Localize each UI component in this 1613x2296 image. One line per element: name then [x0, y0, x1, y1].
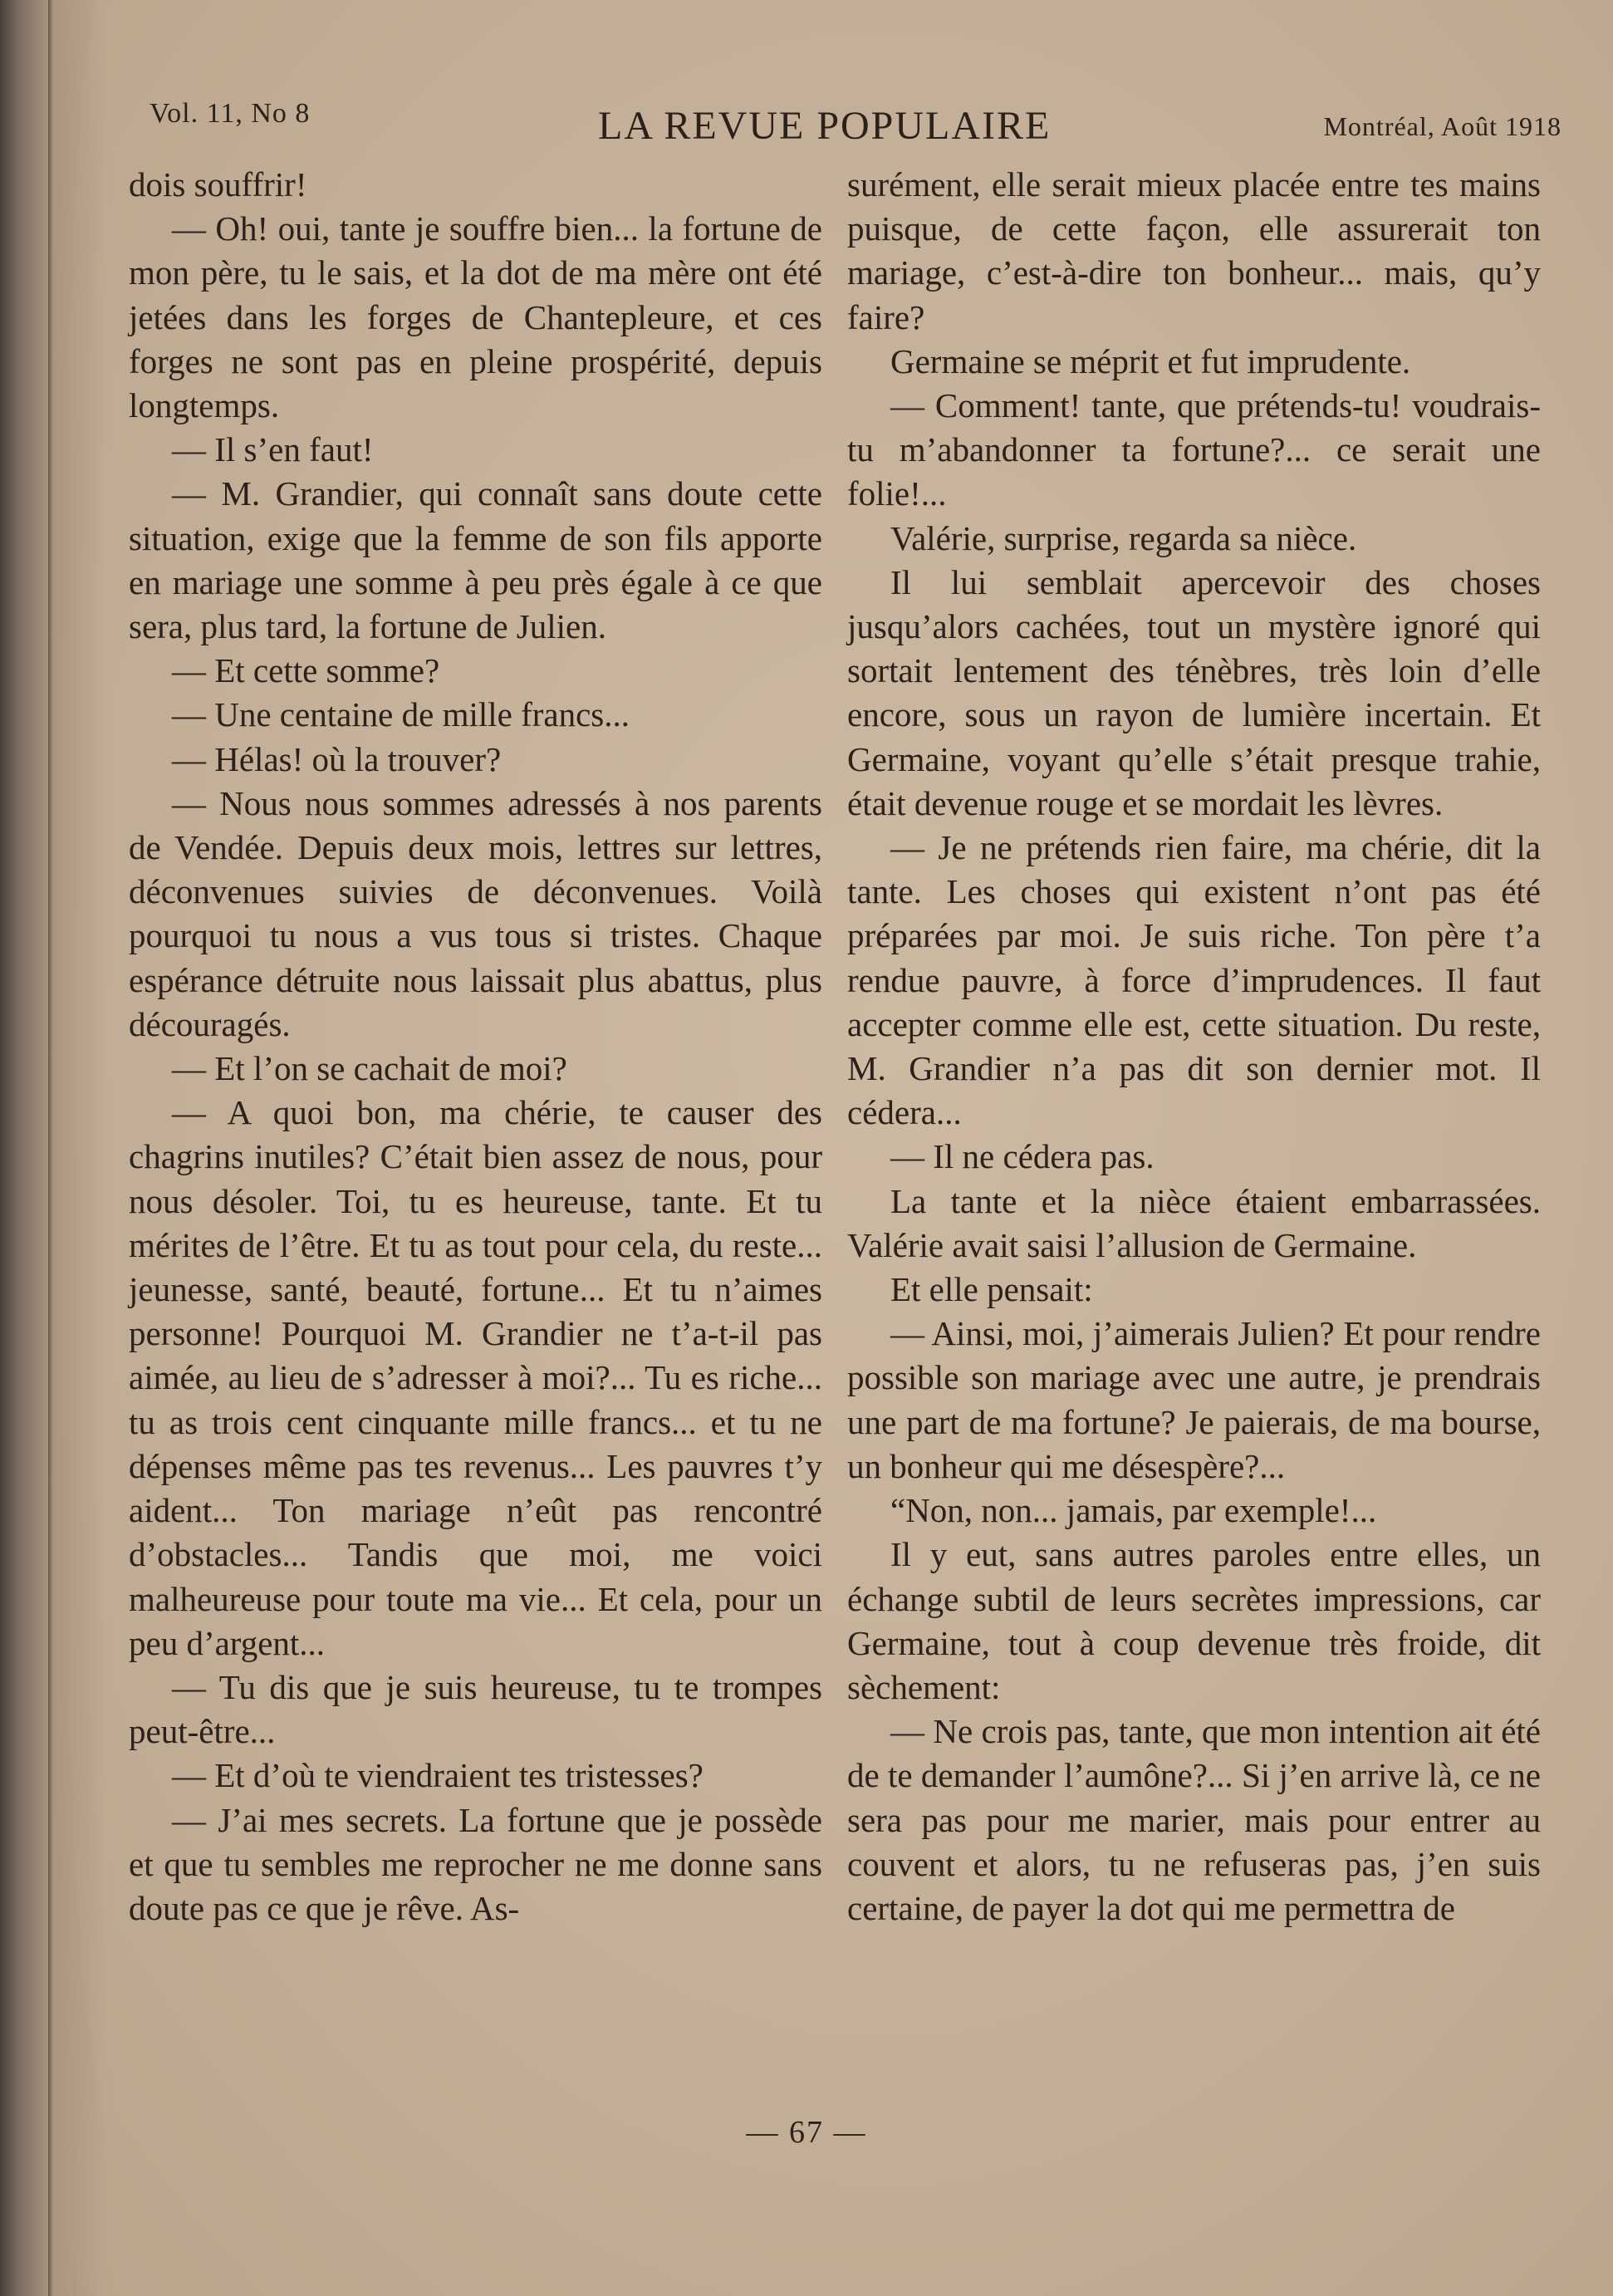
running-header	[150, 90, 1562, 156]
header-volume: Vol. 11, No 8	[150, 98, 311, 129]
header-place-date: Montréal, Août 1918	[1323, 111, 1562, 141]
binding-shadow	[0, 0, 108, 2296]
paragraph: — M. Grandier, qui connaît sans doute cette situation, exige que la femme de son fils apporte en mariage une somme à peu près égale à ce que sera, plus tard, la fortune de Julien.	[129, 474, 822, 646]
paragraph: — Une centaine de mille francs...	[172, 695, 630, 734]
paragraph: — Et cette somme?	[172, 651, 440, 690]
paragraph: — Ainsi, moi, j’aimerais Julien? Et pour rendre possible son mariage avec une autre, je prendrais une part de ma fortune? Je paierais, de ma bourse, un bonheur qui me désespère?...	[847, 1314, 1541, 1485]
paragraph: — Oh! oui, tante je souffre bien... la fortune de mon père, tu le sais, et la dot de ma mère ont été jetées dans les forges de Chantepleure, et ces forges ne sont pas en pleine prospérité, depuis longtemps.	[129, 209, 822, 425]
paragraph: La tante et la nièce étaient embarrassées. Valérie avait saisi l’allusion de Germaine.	[847, 1181, 1541, 1264]
paragraph: Il lui semblait apercevoir des choses jusqu’alors cachées, tout un mystère ignoré qui sortait lentement des ténèbres, très loin d’elle encore, sous un rayon de lumière incertain. Et Germaine, voyant qu’elle s’était presque trahie, était devenue rouge et se mordait les lèvres.	[847, 562, 1541, 822]
paragraph: — J’ai mes secrets. La fortune que je possède et que tu sembles me reprocher ne me donne sans doute pas ce que je rêve. As-	[129, 1800, 822, 1927]
paragraph: — Il ne cédera pas.	[890, 1137, 1155, 1176]
binding-crease	[48, 0, 53, 2296]
header-title: LA REVUE POPULAIRE	[598, 104, 1052, 148]
paragraph: — Il s’en faut!	[172, 430, 374, 469]
page-number: — 67 —	[746, 2115, 867, 2150]
paragraph: — Comment! tante, que prétends-tu! voudrais-tu m’abandonner ta fortune?... ce serait une folie!...	[847, 386, 1541, 513]
left-column	[129, 163, 822, 1931]
paragraph: dois souffrir!	[129, 165, 307, 204]
paragraph: — Et l’on se cachait de moi?	[172, 1049, 567, 1088]
paragraph: — Je ne prétends rien faire, ma chérie, dit la tante. Les choses qui existent n’ont pas été préparées par moi. Je suis riche. Ton père t’a rendue pauvre, à force d’imprudences. Il faut accepter comme elle est, cette situation. Du reste, M. Grandier n’a pas dit son dernier mot. Il cédera...	[847, 828, 1541, 1132]
paragraph: — Hélas! où la trouver?	[172, 739, 502, 778]
paragraph: — Tu dis que je suis heureuse, tu te trompes peut-être...	[129, 1667, 822, 1751]
paragraph: — Et d’où te viendraient tes tristesses?	[172, 1756, 704, 1795]
paragraph: — Nous nous sommes adressés à nos parents de Vendée. Depuis deux mois, lettres sur lettres, déconvenues suivies de déconvenues. Voilà pourquoi tu nous a vus tous si tristes. Chaque espérance détruite nous laissait plus abattus, plus découragés.	[129, 783, 822, 1043]
paragraph: Et elle pensait:	[890, 1270, 1093, 1309]
paragraph: Il y eut, sans autres paroles entre elles, un échange subtil de leurs secrètes impressions, car Germaine, tout à coup devenue très froide, dit sèchement:	[847, 1535, 1541, 1706]
paragraph: Germaine se méprit et fut imprudente.	[890, 341, 1411, 380]
paragraph: Valérie, surprise, regarda sa nièce.	[890, 518, 1357, 557]
paragraph: “Non, non... jamais, par exemple!...	[890, 1491, 1377, 1530]
paragraph: — Ne crois pas, tante, que mon intention ait été de te demander l’aumône?... Si j’en arrive là, ce ne sera pas pour me marier, mais pour entrer au couvent et alors, tu ne refuseras pas, j’en suis certaine, de payer la dot qui me permettra de	[847, 1712, 1541, 1927]
paragraph: surément, elle serait mieux placée entre tes mains puisque, de cette façon, elle assurerait ton mariage, c’est-à-dire ton bonheur... mais, qu’y faire?	[847, 165, 1541, 336]
paragraph: — A quoi bon, ma chérie, te causer des chagrins inutiles? C’était bien assez de nous, pour nous désoler. Toi, tu es heureuse, tante. Et tu mérites de l’être. Et tu as tout pour cela, du reste... jeunesse, santé, beauté, fortune... Et tu n’aimes personne! Pourquoi M. Grandier ne t’a-t-il pas aimée, au lieu de s’adresser à moi?... Tu es riche... tu as trois cent cinquante mille francs... et tu ne dépenses même pas tes revenus... Les pauvres t’y aident... Ton mariage n’eût pas rencontré d’obstacles... Tandis que moi, me voici malheureuse pour toute ma vie... Et cela, pour un peu d’argent...	[129, 1093, 822, 1662]
right-column	[847, 163, 1541, 1931]
